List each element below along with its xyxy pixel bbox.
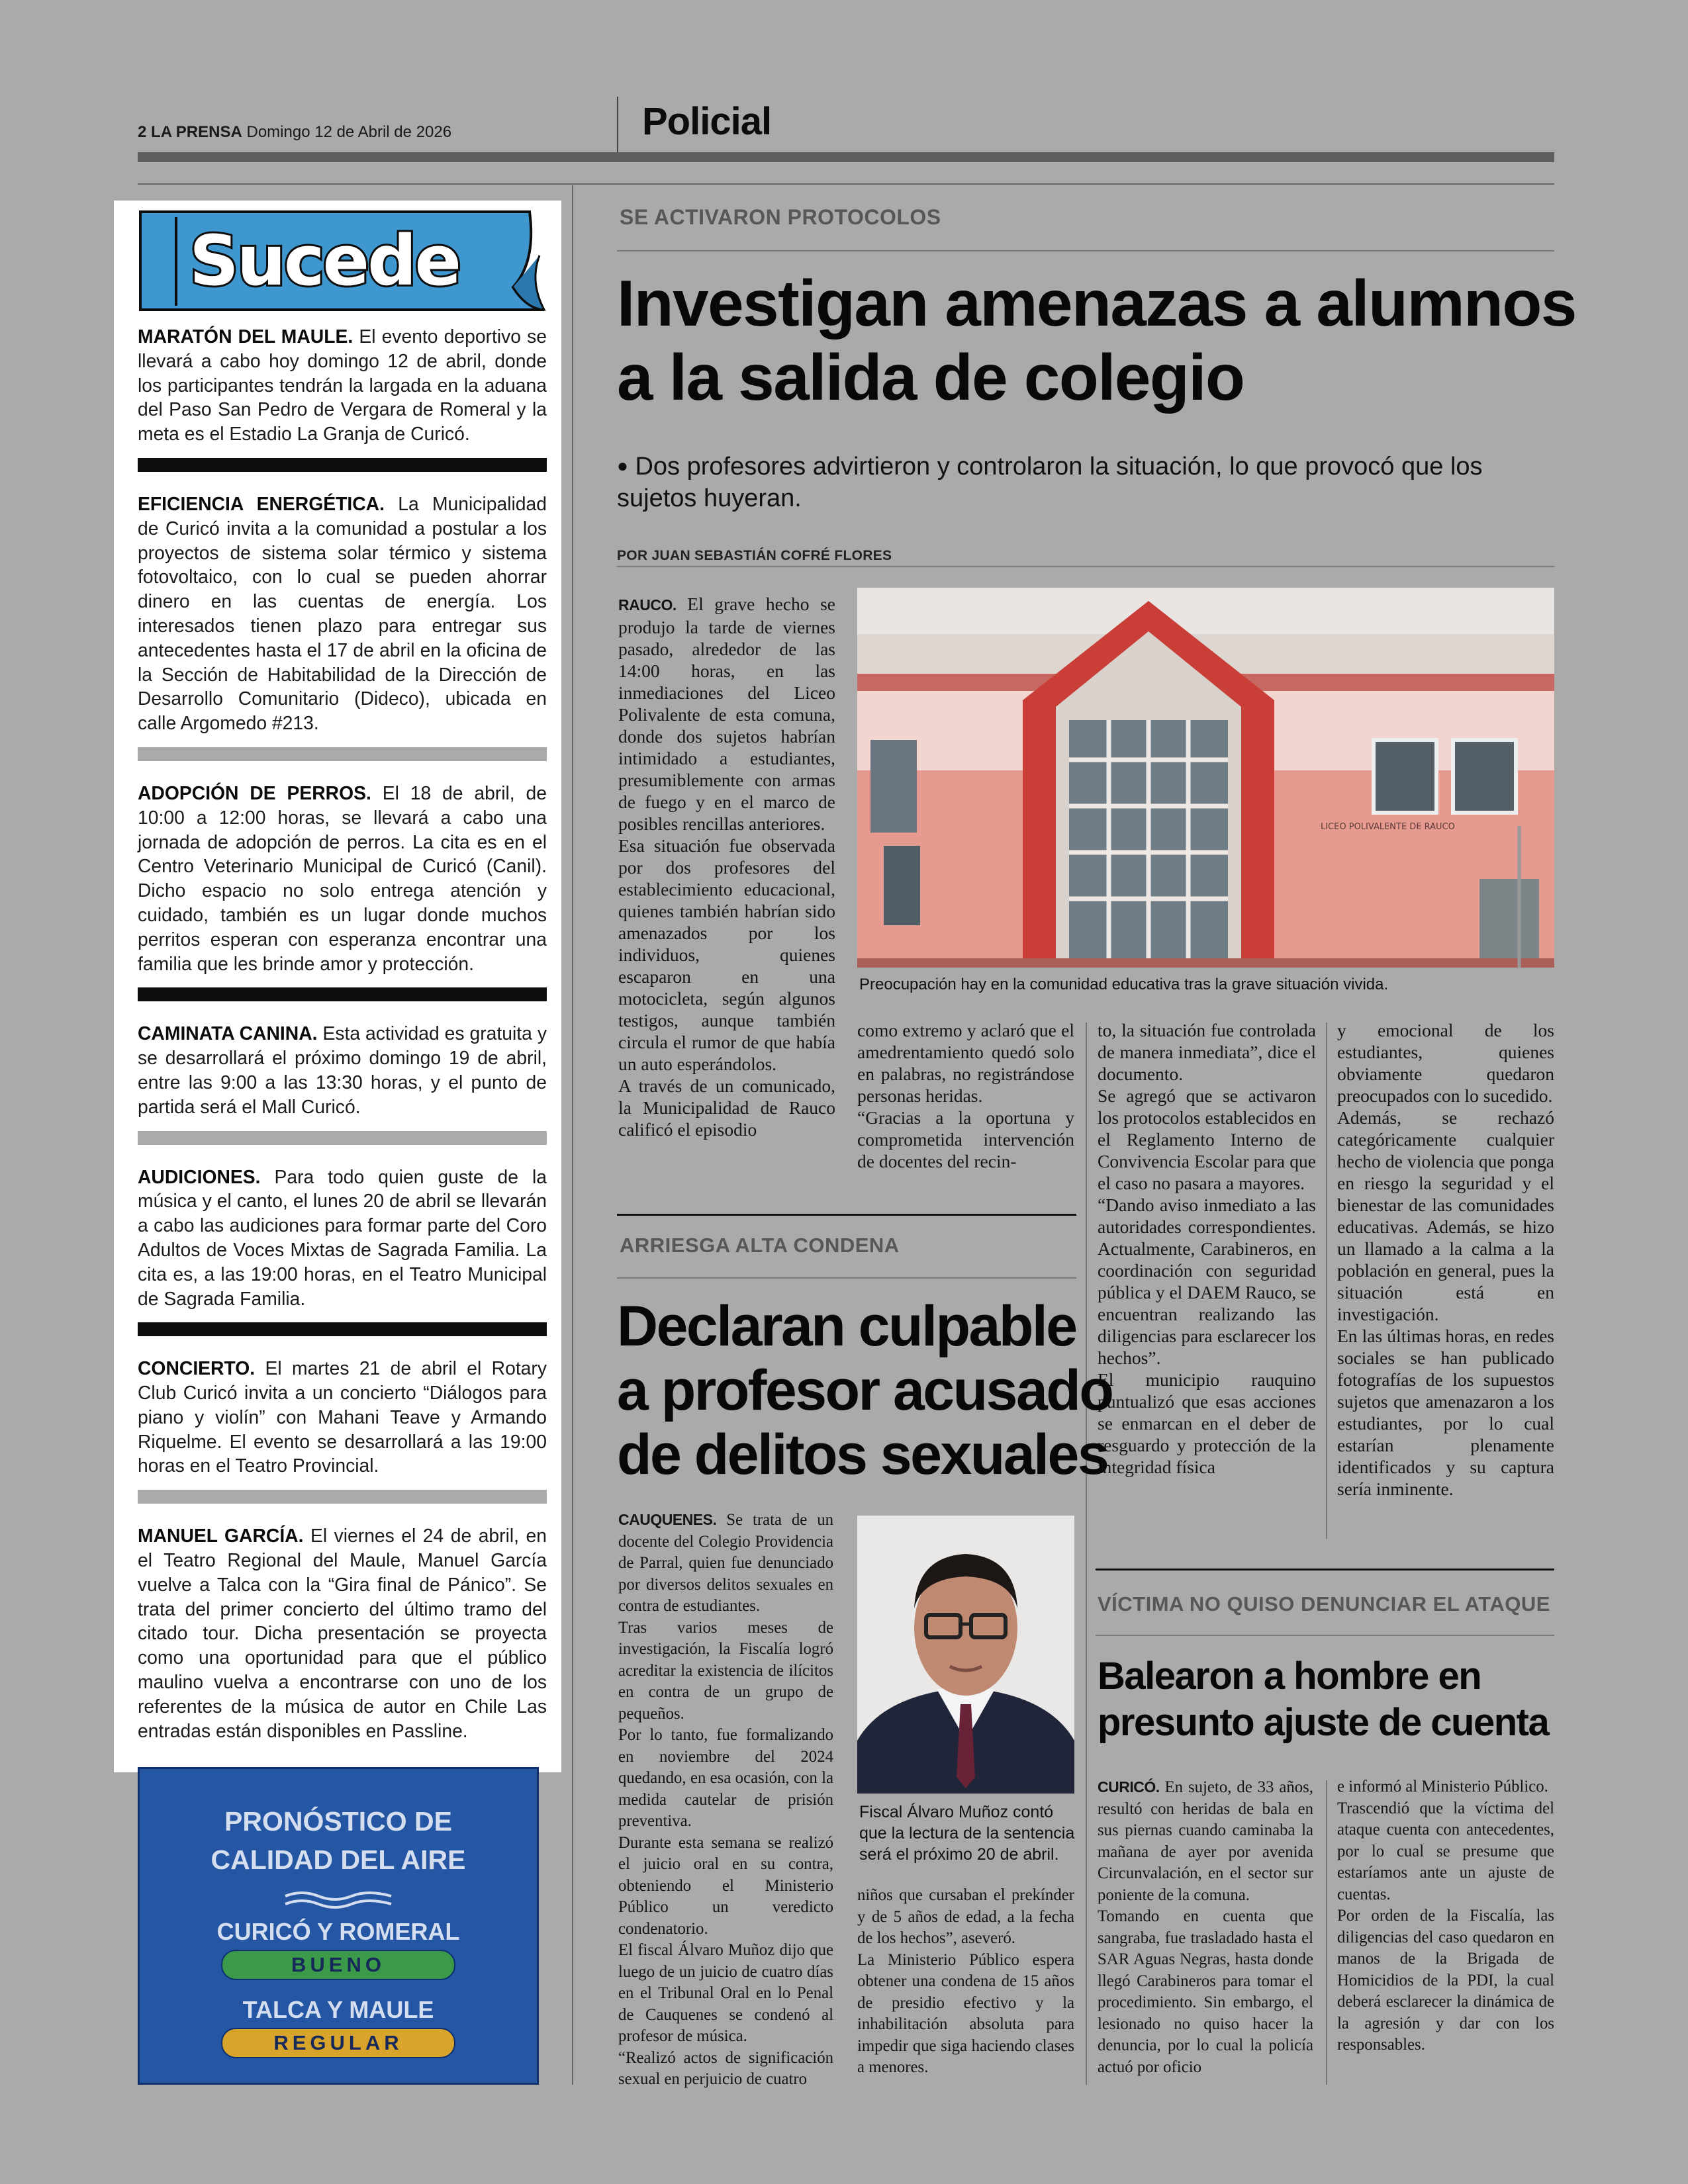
column-rule (1326, 1023, 1327, 1539)
sucede-item-title: CONCIERTO. (138, 1357, 256, 1379)
paragraph: Además, se rechazó categóricamente cualquier hecho de violencia que ponga en riesgo la seguridad y el bienestar de las comunidades educativas. Además, se hizo un llamado a la calma a la población en general, pues la situación está en investigación. (1337, 1107, 1554, 1324)
header-rule (138, 152, 1554, 162)
article1-headline (617, 266, 1576, 414)
column-rule (1086, 1023, 1087, 2085)
paragraph: La Ministerio Público espera obtener una condena de 15 años de presidio efectivo y la inhabilitación absoluta para impedir que siga haciendo clases a menores. (857, 1950, 1074, 2076)
sucede-item-title: CAMINATA CANINA. (138, 1023, 318, 1044)
sucede-item-title: MANUEL GARCÍA. (138, 1525, 304, 1547)
paragraph: Tomando en cuenta que sangraba, fue trasladado hasta el SAR Aguas Negras, hasta donde llegó Carabineros para tomar el procedimiento. Sin embargo, el lesionado no quiso hacer la denuncia, por lo cual la policía actuó por oficio (1098, 1907, 1313, 2076)
sucede-item-title: EFICIENCIA ENERGÉTICA. (138, 492, 385, 514)
issue-date: Domingo 12 de Abril de 2026 (246, 123, 452, 141)
article1-byline: POR JUAN SEBASTIÁN COFRÉ FLORES (617, 548, 892, 563)
dateline: CURICÓ. (1098, 1778, 1160, 1796)
sucede-divider (138, 747, 547, 761)
paragraph: Esa situación fue observada por dos profesores del establecimiento educacional, quienes también habrían sido amenazados por los individuos, quienes escaparon en una motocicleta, según algunos testigos, aunque también circula el rumor de que había un auto esperándolos. (618, 835, 835, 1074)
sucede-list (138, 324, 547, 1743)
sucede-divider (138, 1131, 547, 1145)
sucede-item-text: El viernes el 24 de abril, en el Teatro Regional del Maule, Manuel García vuelve a Talca con la “Gira final de Pánico”. Se trata del primer concierto del último tramo del citado tour. Dicha presentación se proyecta como una oportunidad para que el público maulino vuelva a encontrarse con uno de los referentes de la música de autor en Chile Las entradas están disponibles en Passline. (138, 1525, 547, 1741)
paragraph: como extremo y aclaró que el amedrentamiento quedó solo en palabras, no registrándose personas heridas. (857, 1020, 1074, 1106)
air-quality-title-line: PRONÓSTICO DE (224, 1806, 452, 1837)
headline-line: Balearon a hombre en (1098, 1655, 1481, 1698)
paragraph: “Realizó actos de significación sexual en perjuicio de cuatro (618, 2048, 833, 2088)
article3-kicker: VÍCTIMA NO QUISO DENUNCIAR EL ATAQUE (1098, 1592, 1550, 1615)
paragraph: El fiscal Álvaro Muñoz dijo que luego de un juicio de cuatro días en el Tribunal Oral en lo Penal de Cauquenes se condenó al profesor de música. (618, 1941, 833, 2045)
sucede-item (138, 324, 547, 446)
paragraph: Por orden de la Fiscalía, las diligencias del caso quedaron en manos de la Brigada de Homicidios de la PDI, la cual deberá esclarecer la dinámica de la agresión y dar con los responsables. (1337, 1907, 1554, 2054)
article2-headline (617, 1295, 1112, 1487)
paragraph: “Dando aviso inmediato a las autoridades correspondientes. Actualmente, Carabineros, en coordinación con seguridad pública y el DAEM Rauco, se encuentran realizando las diligencias para esclarecer los hechos”. (1098, 1195, 1316, 1368)
paragraph: y emocional de los estudiantes, quienes obviamente quedaron preocupados con lo sucedido. (1337, 1020, 1554, 1106)
column-separator (572, 185, 573, 2085)
article3-column-2 (1337, 1776, 1554, 2056)
article1-kicker-rule (617, 250, 1554, 251)
sucede-item-title: ADOPCIÓN DE PERROS. (138, 782, 371, 803)
sucede-item-text: Esta actividad es gratuita y se desarrollará el próximo domingo 19 de abril, entre las 9:00 a las 13:30 horas, y el punto de partida será el Mall Curicó. (138, 1023, 547, 1117)
page-number: 2 (138, 123, 147, 141)
column-rule (1326, 1780, 1327, 2085)
paragraph: El municipio rauquino puntualizó que esas acciones se enmarcan en el deber de resguardo y protección de la integridad física (1098, 1369, 1316, 1477)
page-header-info (138, 123, 451, 142)
sucede-item (138, 1165, 547, 1311)
sucede-item (138, 781, 547, 976)
air-quality-title-line: CALIDAD DEL AIRE (211, 1844, 466, 1875)
article2-kicker-rule (617, 1277, 1076, 1279)
paragraph: “Gracias a la oportuna y comprometida intervención de docentes del recin- (857, 1107, 1074, 1171)
byline-rule (617, 566, 1554, 567)
sucede-item-text: El 18 de abril, de 10:00 a 12:00 horas, se llevará a cabo una jornada de adopción de perros. La cita es en el Centro Veterinario Municipal de Curicó (Canil). Dicho espacio no solo entrega atención y cuidado, también es un lugar donde muchos perritos esperan con esperanza encontrar una familia que les brinde amor y protección. (138, 782, 547, 974)
paragraph: Se agregó que se activaron los protocolos establecidos en el Reglamento Interno de Convivencia Escolar para que el caso no pasara a mayores. (1098, 1085, 1316, 1193)
air-quality-region: CURICÓ Y ROMERAL (216, 1918, 460, 1945)
headline-line: a la salida de colegio (617, 341, 1244, 414)
paragraph: Se trata de un docente del Colegio Providencia de Parral, quien fue denunciado por diversos delitos sexuales en contra de estudiantes. (618, 1511, 833, 1615)
paragraph: Durante esta semana se realizó el juicio oral en su contra, obteniendo el Ministerio Público un veredicto condenatorio. (618, 1833, 833, 1938)
article2-top-rule (617, 1214, 1076, 1216)
sucede-divider (138, 1490, 547, 1504)
sucede-divider (138, 458, 547, 472)
dateline: RAUCO. (618, 596, 677, 614)
article3-kicker-rule (1096, 1635, 1554, 1636)
dateline: CAUQUENES. (618, 1511, 717, 1528)
sucede-item (138, 1021, 547, 1118)
paragraph: El grave hecho se produjo la tarde de viernes pasado, alrededor de las 14:00 horas, en las inmediaciones del Liceo Polivalente de esta comuna, donde dos sujetos habrían intimidado a estudiantes, presumiblemente con armas de fuego y en el marco de posibles rencillas anteriores. (618, 594, 835, 834)
paragraph: Por lo tanto, fue formalizando en noviembre del 2024 quedando, en esa ocasión, con la medida cautelar de prisión preventiva. (618, 1726, 833, 1830)
sucede-logo-text: Sucede (189, 220, 460, 301)
sucede-item-title: AUDICIONES. (138, 1165, 261, 1187)
article1-column-3 (1098, 1019, 1316, 1478)
section-title: Policial (642, 100, 772, 143)
air-quality-status-regular: REGULAR (221, 2028, 455, 2058)
sucede-item-title: MARATÓN DEL MAULE. (138, 326, 353, 347)
article3-headline (1098, 1653, 1548, 1746)
sucede-item (138, 1524, 547, 1743)
headline-line: presunto ajuste de cuenta (1098, 1701, 1549, 1744)
sucede-item-text: Para todo quien guste de la música y el canto, el lunes 20 de abril se llevarán a cabo las audiciones para formar parte del Coro Adultos de Voces Mixtas de Sagrada Familia. La cita es, a las 19:00 horas, en el Teatro Municipal de Sagrada Familia. (138, 1165, 547, 1309)
paragraph: En sujeto, de 33 años, resultó con heridas de bala en sus piernas cuando caminaba la mañana de ayer por avenida Circunvalación, en el sector sur poniente de la comuna. (1098, 1778, 1313, 1904)
wave-icon (282, 1888, 395, 1911)
air-quality-title (140, 1802, 537, 1879)
paragraph: En las últimas horas, en redes sociales se han publicado fotografías de los supuestos sujetos que amenazaron a los estudiantes, por lo cual estarían plenamente identificados y su captura sería inminente. (1337, 1326, 1554, 1499)
article1-column-2 (857, 1019, 1074, 1172)
article2-column-1 (618, 1509, 833, 2091)
article1-photo-caption: Preocupación hay en la comunidad educativa tras la grave situación vivida. (859, 976, 1389, 993)
photo-sign-text: LICEO POLIVALENTE DE RAUCO (1321, 822, 1455, 832)
bullet-icon: ● (617, 455, 628, 476)
paragraph: Trascendió que la víctima del ataque cuenta con antecedentes, por lo cual se presume que estaríamos ante un ajuste de cuentas. (1337, 1799, 1554, 1903)
sucede-item (138, 1356, 547, 1478)
article3-column-1 (1098, 1776, 1313, 2078)
paragraph: to, la situación fue controlada de manera inmediata”, dice el documento. (1098, 1020, 1316, 1084)
paragraph: Tras varios meses de investigación, la Fiscalía logró acreditar la existencia de ilícitos en contra de un grupo de pequeños. (618, 1618, 833, 1723)
sucede-divider (138, 1322, 547, 1336)
air-quality-region: TALCA Y MAULE (242, 1996, 434, 2023)
headline-line: de delitos sexuales (617, 1423, 1108, 1486)
article1-deck (617, 450, 1554, 514)
article3-top-rule (1096, 1569, 1554, 1570)
article2-photo-caption: Fiscal Álvaro Muñoz contó que la lectura de la sentencia será el próximo 20 de abril. (859, 1803, 1075, 1864)
sucede-divider (138, 987, 547, 1001)
sucede-logo (139, 209, 546, 312)
header-thin-rule (138, 183, 1554, 185)
article1-kicker: SE ACTIVARON PROTOCOLOS (620, 205, 941, 229)
paragraph: niños que cursaban el prekínder y de 5 años de edad, a la fecha de los hechos”, aseveró. (857, 1886, 1074, 1947)
article1-column-4 (1337, 1019, 1554, 1500)
publication-name: LA PRENSA (151, 123, 242, 141)
article2-column-2 (857, 1885, 1074, 2079)
sucede-item (138, 492, 547, 735)
headline-line: Investigan amenazas a alumnos (617, 267, 1576, 340)
air-quality-panel (138, 1767, 539, 2085)
article1-column-1 (618, 593, 835, 1140)
sucede-item-text: La Municipalidad de Curicó invita a la comunidad a postular a los proyectos de sistema solar térmico y sistema fotovoltaico, con lo cual se pueden ahorrar dinero en las cuentas de energía. Los interesados tienen plazo para entregar sus antecedentes hasta el 17 de abril en la oficina de la Sección de Habitabilidad de la Dirección de Desarrollo Comunitario (Dideco), ubicada en calle Argomedo #213. (138, 492, 547, 734)
headline-line: Declaran culpable (617, 1295, 1076, 1358)
paragraph: e informó al Ministerio Público. (1337, 1778, 1548, 1796)
headline-line: a profesor acusado (617, 1359, 1113, 1422)
article2-photo-fiscal (857, 1516, 1074, 1794)
article1-photo-school (857, 588, 1554, 968)
sucede-item-text: El martes 21 de abril el Rotary Club Curicó invita a un concierto “Diálogos para piano y violín” con Mahani Teave y Armando Riquelme. El evento se desarrollará a las 19:00 horas en el Teatro Provincial. (138, 1357, 547, 1477)
sucede-item-text: El evento deportivo se llevará a cabo hoy domingo 12 de abril, donde los participantes tendrán la largada en la aduana del Paso San Pedro de Vergara de Romeral y la meta es el Estadio La Granja de Curicó. (138, 326, 547, 445)
header-separator (617, 97, 618, 152)
deck-text: Dos profesores advirtieron y controlaron la situación, lo que provocó que los sujetos huyeran. (617, 453, 1483, 512)
paragraph: A través de un comunicado, la Municipalidad de Rauco calificó el episodio (618, 1075, 835, 1140)
article2-kicker: ARRIESGA ALTA CONDENA (620, 1234, 900, 1257)
air-quality-status-good: BUENO (221, 1950, 455, 1980)
